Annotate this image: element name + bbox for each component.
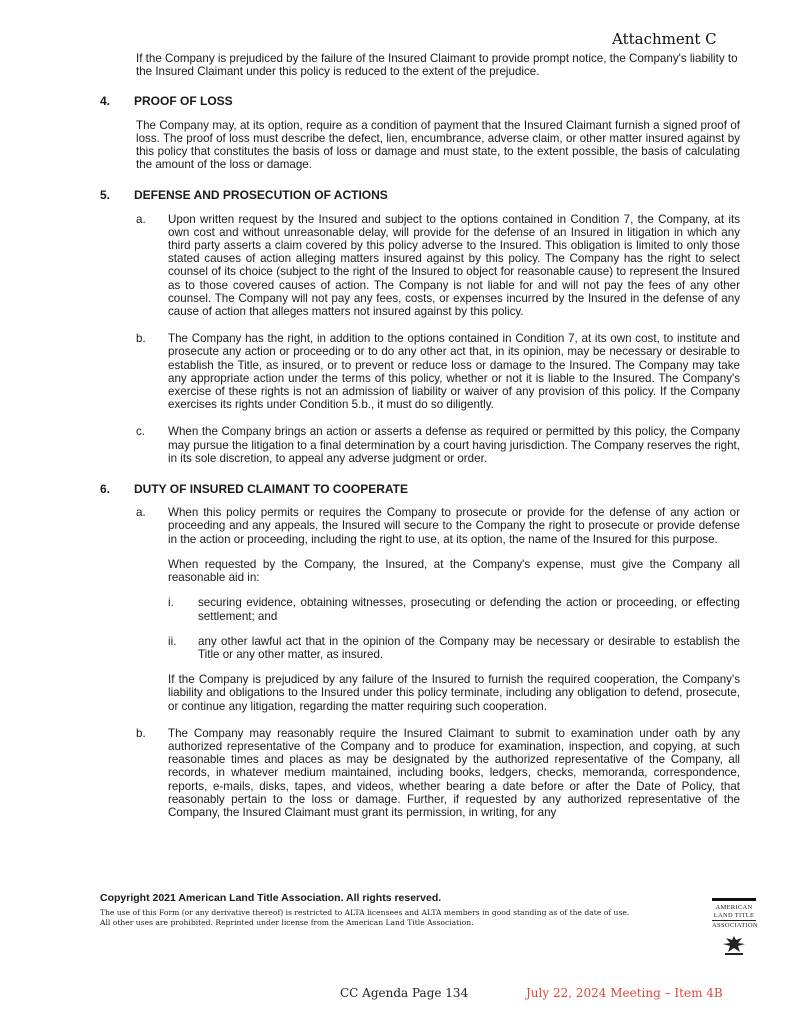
section-4-text: The Company may, at its option, require as a condition of payment that the Insured Claimant furnish a signed proof of loss. The proof of loss must describe the defect, lien, encumbrance, adverse claim, or other matter insured against by this policy that constitutes the basis of loss or damage and must state, to the extent possible, the basis of calculating the amount of the loss or damage. xyxy=(136,118,740,172)
item-text: The Company has the right, in addition to the options contained in Condition 7, at its own cost, to institute and prosecute any action or proceeding or to do any other act that, in its opinion, may be necessary or desirable to establish the Title, as insured, or to prevent or reduce loss or damage to the Insured. The Company may take any appropriate action under the terms of this policy, whether or not it is liable to the Insured. The Company's exercise of these rights is not an admission of liability or waiver of any provision of this policy. If the Company exercises its rights under Condition 5.b., it must do so diligently. xyxy=(168,332,740,412)
item-text: When requested by the Company, the Insured, at the Company's expense, must give the Company all reasonable aid in: xyxy=(168,557,740,585)
item-text: When the Company brings an action or asserts a defense as required or permitted by this policy, the Company may pursue the litigation to a final determination by a court having jurisdiction. The Company reserves the right, in its sole discretion, to appeal any adverse judgment or order. xyxy=(168,425,740,465)
sub-item-label: ii. xyxy=(168,634,177,648)
item-text: Upon written request by the Insured and subject to the options contained in Condition 7, the Company, at its own cost and without unreasonable delay, will provide for the defense of an Insured in litigation in which any third party asserts a claim covered by this policy adverse to the Insured. This obligation is limited to only those stated causes of action alleging matters insured against by this policy. The Company has the right to select counsel of its choice (subject to the right of the Insured to object for reasonable cause) to represent the Insured as to those covered causes of action. The Company is not liable for and will not pay the fees of any other counsel. The Company will not pay any fees, costs, or expenses incurred by the Insured in the defense of any cause of action that alleges matters not insured against by this policy. xyxy=(168,212,740,319)
item-label: b. xyxy=(136,726,146,740)
section-5-item-b xyxy=(136,332,740,411)
item-text: If the Company is prejudiced by any failure of the Insured to furnish the required cooperation, the Company's liability and obligations to the Insured under this policy terminate, including any obligation to defend, prosecute, or continue any litigation, regarding the matter requiring such cooperation. xyxy=(168,673,740,713)
section-title: PROOF OF LOSS xyxy=(134,94,233,109)
sub-item-label: i. xyxy=(168,596,174,610)
section-5-heading xyxy=(100,189,740,202)
use-restriction-line: The use of this Form (or any derivative thereof) is restricted to ALTA licensees and ALTA members in good standing as of the date of use. xyxy=(100,908,630,917)
section-5-item-a xyxy=(136,213,740,319)
section-title: DEFENSE AND PROSECUTION OF ACTIONS xyxy=(134,188,388,203)
section-4-heading xyxy=(100,95,740,108)
sub-item-ii xyxy=(168,635,740,661)
attachment-label: Attachment C xyxy=(612,30,717,48)
logo-text: ASSOCIATION xyxy=(712,922,758,929)
section-6-item-b xyxy=(136,727,740,819)
logo-bar xyxy=(712,898,756,901)
section-6-heading xyxy=(100,483,740,496)
use-restriction-line: All other uses are prohibited. Reprinted under license from the American Land Title Association. xyxy=(100,918,474,927)
item-label: b. xyxy=(136,332,146,346)
sub-item-text: any other lawful act that in the opinion of the Company may be necessary or desirable to establish the Title or any other matter, as insured. xyxy=(198,634,740,661)
copyright-line: Copyright 2021 American Land Title Association. All rights reserved. xyxy=(100,892,442,904)
item-label: c. xyxy=(136,425,146,439)
section-number: 4. xyxy=(100,94,111,109)
item-label: a. xyxy=(136,506,146,520)
section-number: 6. xyxy=(100,482,111,497)
policy-conditions-body xyxy=(100,52,740,819)
logo-text: AMERICAN xyxy=(715,904,753,911)
agenda-page-number: CC Agenda Page 134 xyxy=(340,986,469,1000)
eagle-emblem-icon xyxy=(721,934,747,956)
logo-rule xyxy=(712,920,756,921)
copyright-footer xyxy=(100,892,660,928)
section-title: DUTY OF INSURED CLAIMANT TO COOPERATE xyxy=(134,482,409,497)
item-label: a. xyxy=(136,212,146,226)
intro-fragment: If the Company is prejudiced by the failure of the Insured Claimant to provide prompt notice, the Company's liability to the Insured Claimant under this policy is reduced to the extent of the prejudice. xyxy=(136,52,738,79)
section-6-item-a xyxy=(136,506,740,712)
sub-item-text: securing evidence, obtaining witnesses, prosecuting or defending the action or proceeding, or effecting settlement; and xyxy=(198,596,740,623)
item-text: The Company may reasonably require the Insured Claimant to submit to examination under oath by any authorized representative of the Company and to produce for examination, inspection, and copying, at such reasonable times and places as may be designated by the authorized representative of the Company, all records, in whatever medium maintained, including books, ledgers, checks, memoranda, correspondence, reports, e-mails, disks, tapes, and videos, whether bearing a date before or after the Date of Policy, that reasonably pertain to the loss or damage. Further, if requested by any authorized representative of the Company, the Insured Claimant must grant its permission, in writing, for any xyxy=(168,726,740,819)
section-number: 5. xyxy=(100,188,111,203)
alta-logo xyxy=(712,898,756,956)
sub-item-i xyxy=(168,596,740,622)
section-5-item-c xyxy=(136,425,740,465)
logo-text: LAND TITLE xyxy=(713,911,755,919)
item-text: When this policy permits or requires the Company to prosecute or provide for the defense of any action or proceeding and any appeals, the Insured will secure to the Company the right to prosecute or provide defense in the action or proceeding, including the right to use, at its option, the name of the Insured for this purpose. xyxy=(168,506,740,546)
meeting-item-label: July 22, 2024 Meeting – Item 4B xyxy=(526,986,723,1000)
